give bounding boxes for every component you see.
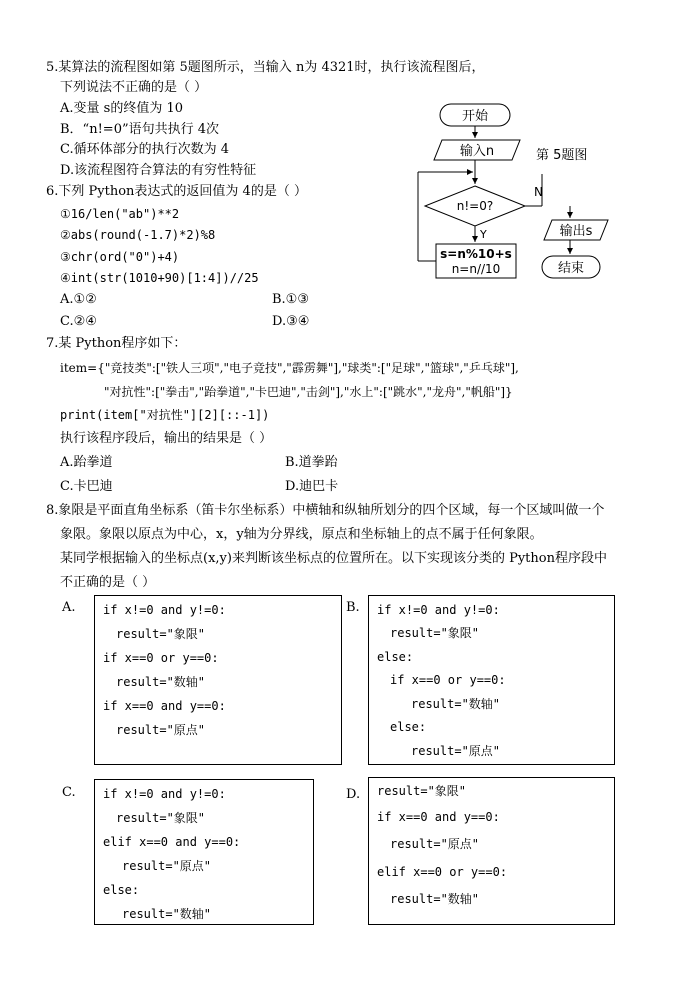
q8-stem-line3: 某同学根据输入的坐标点(x,y)来判断该坐标点的位置所在。以下实现该分类的 Python程序段中 <box>60 551 607 566</box>
flow-no-label: N <box>534 185 543 199</box>
code-b-line7: result="原点" <box>411 744 501 758</box>
q5-option-d: D.该流程图符合算法的有穷性特征 <box>60 163 257 178</box>
q8-label-b: B. <box>346 600 360 615</box>
q8-label-d: D. <box>346 787 361 802</box>
q7-code-line2: "对抗性":["拳击","跆拳道","卡巴迪","击剑"],"水上":["跳水","龙舟","帆船"]} <box>104 385 513 399</box>
q8-code-box-b <box>368 595 615 765</box>
q7-code-line1: item={"竞技类":["铁人三项","电子竞技","霹雳舞"],"球类":["足球","篮球","乒乓球"], <box>60 361 519 375</box>
flow-process-line1: s=n%10+s <box>440 247 512 261</box>
code-d-line5: result="数轴" <box>390 892 480 906</box>
q7-stem: 7.某 Python程序如下： <box>46 336 187 351</box>
code-a-line4: result="数轴" <box>116 675 206 689</box>
code-c-line1: if x!=0 and y!=0: <box>103 787 226 801</box>
q6-item-3: ③chr(ord("0")+4) <box>60 250 180 264</box>
code-d-line4: elif x==0 or y==0: <box>377 865 508 879</box>
q7-option-c: C.卡巴迪 <box>60 479 113 494</box>
q8-label-a: A. <box>62 600 76 615</box>
code-d-line1: result="象限" <box>377 784 467 798</box>
flow-input-text: 输入n <box>459 144 495 159</box>
flow-process-line2: n=n//10 <box>451 262 501 276</box>
code-b-line4: if x==0 or y==0: <box>390 673 506 687</box>
code-d-line3: result="原点" <box>390 837 480 851</box>
q7-question: 执行该程序段后，输出的结果是（ ） <box>60 431 273 446</box>
code-a-line2: result="象限" <box>116 627 206 641</box>
flow-caption: 第 5题图 <box>536 148 588 163</box>
q7-code-line3: print(item["对抗性"][2][::-1]) <box>60 408 270 422</box>
q5-option-b: B．“n!=0”语句共执行 4次 <box>60 122 220 137</box>
code-a-line5: if x==0 and y==0: <box>103 699 226 713</box>
q5-stem-line1: 5.某算法的流程图如第 5题图所示，当输入 n为 4321时，执行该流程图后， <box>46 60 485 75</box>
q6-item-1: ①16/len("ab")**2 <box>60 207 180 221</box>
q6-stem: 6.下列 Python表达式的返回值为 4的是（ ） <box>46 184 307 199</box>
q6-option-c: C.②④ <box>60 314 97 329</box>
q7-option-b: B.道拳跆 <box>285 455 338 470</box>
q6-item-4: ④int(str(1010+90)[1:4])//25 <box>60 271 259 285</box>
q5-option-c: C.循环体部分的执行次数为 4 <box>60 142 230 157</box>
q6-option-d: D.③④ <box>272 314 310 329</box>
q8-code-box-a <box>94 595 342 765</box>
q6-item-2: ②abs(round(-1.7)*2)%8 <box>60 228 216 242</box>
code-a-line1: if x!=0 and y!=0: <box>103 603 226 617</box>
q5-stem-line2: 下列说法不正确的是（ ） <box>60 80 208 95</box>
code-a-line3: if x==0 or y==0: <box>103 651 219 665</box>
flow-yes-label: Y <box>480 228 487 241</box>
q8-stem-line1: 8.象限是平面直角坐标系（笛卡尔坐标系）中横轴和纵轴所划分的四个区域，每一个区域叫做一个 <box>46 503 605 518</box>
code-b-line3: else: <box>377 650 414 664</box>
code-c-line3: elif x==0 and y==0: <box>103 835 241 849</box>
code-a-line6: result="原点" <box>116 723 206 737</box>
q7-option-a: A.跆拳道 <box>60 455 113 470</box>
flow-end-text: 结束 <box>557 261 585 276</box>
code-c-line4: result="原点" <box>122 859 212 873</box>
q6-option-b: B.①③ <box>272 292 309 307</box>
code-c-line5: else: <box>103 883 140 897</box>
code-c-line6: result="数轴" <box>122 907 212 921</box>
q8-label-c: C. <box>62 785 76 800</box>
code-c-line2: result="象限" <box>116 811 206 825</box>
q8-stem-line4: 不正确的是（ ） <box>60 575 156 590</box>
q5-option-a: A.变量 s的终值为 10 <box>60 101 183 116</box>
flow-output-text: 输出s <box>559 224 593 239</box>
flow-start-text: 开始 <box>461 109 489 124</box>
code-b-line2: result="象限" <box>390 626 480 640</box>
q8-code-box-c <box>94 779 314 925</box>
q5-flowchart <box>410 96 650 286</box>
flow-condition-text: n!=0? <box>456 199 494 213</box>
q8-code-box-d <box>368 777 615 925</box>
q8-stem-line2: 象限。象限以原点为中心，x，y轴为分界线，原点和坐标轴上的点不属于任何象限。 <box>60 527 543 542</box>
code-b-line1: if x!=0 and y!=0: <box>377 603 500 617</box>
q7-option-d: D.迪巴卡 <box>285 479 339 494</box>
code-d-line2: if x==0 and y==0: <box>377 810 500 824</box>
code-b-line5: result="数轴" <box>411 697 501 711</box>
q6-option-a: A.①② <box>60 292 97 307</box>
code-b-line6: else: <box>390 720 427 734</box>
